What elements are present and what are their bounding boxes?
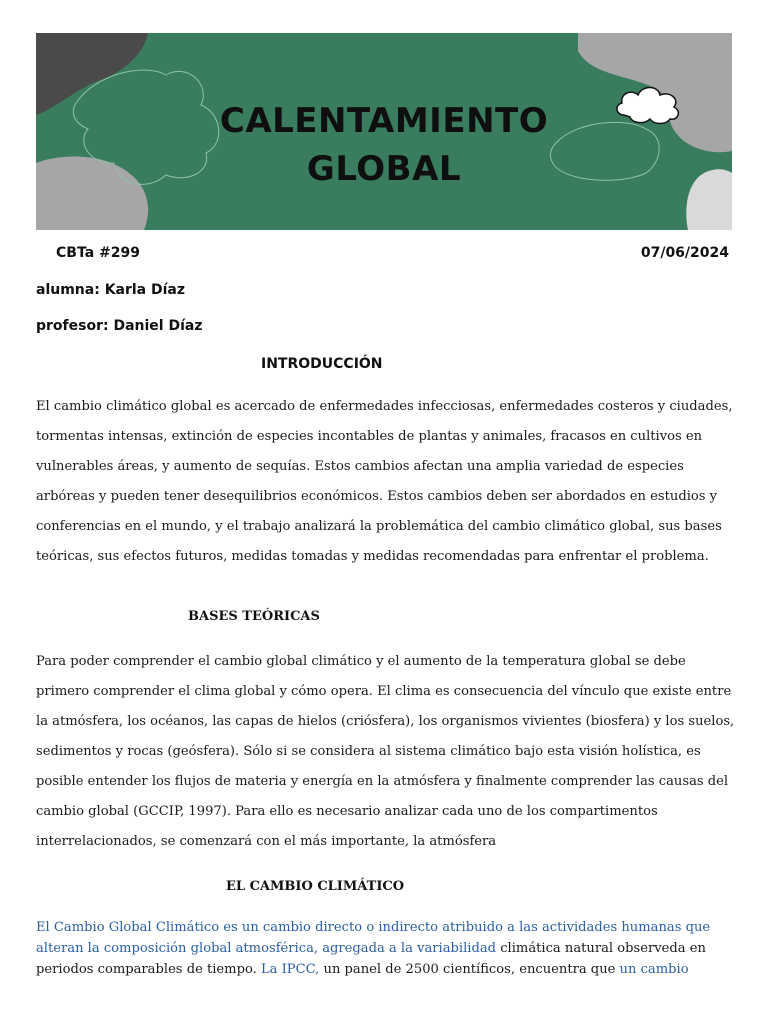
cambio-link-continued[interactable]: un cambio: [619, 962, 689, 977]
student-name: alumna: Karla Díaz: [36, 282, 186, 298]
teacher-name: profesor: Daniel Díaz: [36, 318, 203, 334]
title-line-2: GLOBAL: [306, 149, 462, 189]
intro-paragraph: El cambio climático global es acercado de enfermedades infecciosas, enfermedades costeros y ciudades, tormentas intensas, extinción de especies incontables de plantas y animales, fracasos en cultivos en vulnerables áreas, y aumento de sequías. Estos cambios afectan una amplia variedad de especies arbóreas y pueden tener desequilibrios económicos. Estos cambios deben ser abordados en estudios y conferencias en el mundo, y el trabajo analizará la problemática del cambio climático global, sus bases teóricas, sus efectos futuros, medidas tomadas y medidas recomendadas para enfrentar el problema.: [36, 399, 733, 564]
document-title: [36, 97, 732, 193]
title-line-1: CALENTAMIENTO: [219, 101, 549, 141]
title-banner: [36, 33, 732, 230]
ipcc-link[interactable]: La IPCC,: [260, 962, 320, 977]
intro-heading: INTRODUCCIÓN: [261, 356, 383, 372]
document-date: 07/06/2024: [640, 245, 729, 261]
cambio-text-1: climática natural observeda en periodos comparables de tiempo.: [36, 941, 706, 977]
bases-paragraph: Para poder comprender el cambio global climático y el aumento de la temperatura global se debe primero comprender el clima global y cómo opera. El clima es consecuencia del vínculo que existe entre la atmósfera, los océanos, las capas de hielos (criósfera), los organismos vivientes (biosfera) y los suelos, sedimentos y rocas (geósfera). Sólo si se considera al sistema climático bajo esta visión holística, es posible entender los flujos de materia y energía en la atmósfera y finalmente comprender las causas del cambio global (GCCIP, 1997). Para ello es necesario analizar cada uno de los compartimentos interrelacionados, se comenzará con el más importante, la atmósfera: [36, 654, 735, 849]
cambio-paragraph: [36, 917, 736, 980]
bases-heading: BASES TEÓRICAS: [188, 609, 320, 624]
cambio-text-2: un panel de 2500 científicos, encuentra que: [319, 962, 620, 977]
school-name: CBTa #299: [56, 245, 140, 261]
cambio-link-definition[interactable]: El Cambio Global Climático es un cambio directo o indirecto atribuido a las actividades humanas que alteran la composición global atmosférica, agregada a la variabilidad: [36, 920, 711, 956]
cambio-heading: EL CAMBIO CLIMÁTICO: [226, 879, 405, 894]
